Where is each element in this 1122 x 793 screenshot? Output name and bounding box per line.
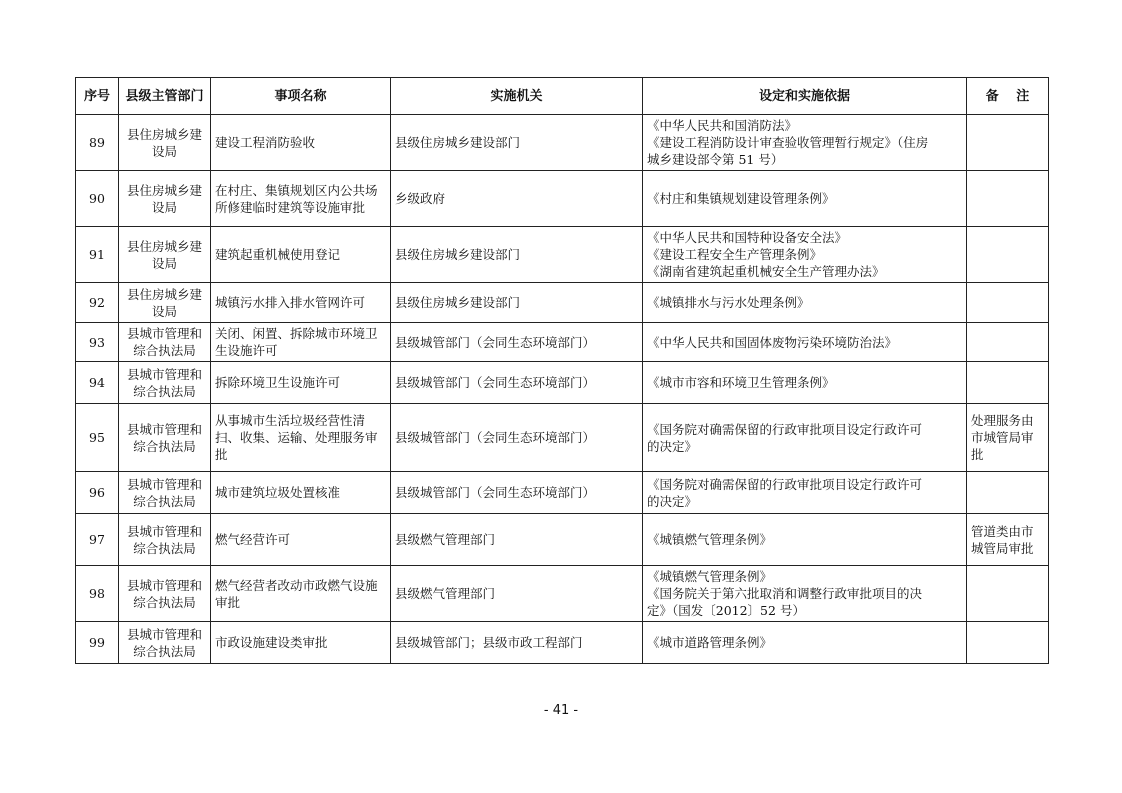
row-remarks	[967, 227, 1049, 283]
legal-basis-line: 《城镇燃气管理条例》	[647, 532, 773, 547]
legal-basis-line: 城乡建设部令第 51 号）	[647, 152, 784, 167]
table-row	[76, 566, 1049, 622]
legal-basis-line: 定》（国发〔2012〕52 号）	[647, 603, 805, 618]
row-serial-number: 99	[76, 622, 119, 664]
row-county-department: 县城市管理和综合执法局	[119, 404, 211, 472]
row-remarks	[967, 115, 1049, 171]
row-implementing-agency: 县级城管部门（会同生态环境部门）	[391, 472, 643, 514]
row-county-department: 县城市管理和综合执法局	[119, 622, 211, 664]
row-remarks	[967, 362, 1049, 404]
row-implementing-agency: 县级城管部门（会同生态环境部门）	[391, 323, 643, 362]
legal-basis-line: 《城镇排水与污水处理条例》	[647, 295, 810, 310]
row-county-department: 县城市管理和综合执法局	[119, 514, 211, 566]
row-item-name: 市政设施建设类审批	[211, 622, 391, 664]
row-remarks	[967, 622, 1049, 664]
row-legal-basis	[643, 566, 967, 622]
row-serial-number: 94	[76, 362, 119, 404]
row-county-department: 县住房城乡建设局	[119, 115, 211, 171]
row-serial-number: 97	[76, 514, 119, 566]
row-county-department: 县住房城乡建设局	[119, 227, 211, 283]
row-item-name: 关闭、闲置、拆除城市环境卫生设施许可	[211, 323, 391, 362]
row-serial-number: 98	[76, 566, 119, 622]
table-row	[76, 622, 1049, 664]
row-county-department: 县住房城乡建设局	[119, 283, 211, 323]
row-county-department: 县城市管理和综合执法局	[119, 566, 211, 622]
table-row	[76, 514, 1049, 566]
row-legal-basis	[643, 622, 967, 664]
row-implementing-agency: 乡级政府	[391, 171, 643, 227]
row-implementing-agency: 县级城管部门；县级市政工程部门	[391, 622, 643, 664]
legal-basis-line: 《中华人民共和国固体废物污染环境防治法》	[647, 334, 898, 350]
row-serial-number: 95	[76, 404, 119, 472]
row-legal-basis	[643, 514, 967, 566]
row-item-name: 在村庄、集镇规划区内公共场所修建临时建筑等设施审批	[211, 171, 391, 227]
table-row	[76, 115, 1049, 171]
table-header-row	[76, 78, 1049, 115]
row-remarks: 管道类由市城管局审批	[967, 514, 1049, 566]
legal-basis-line: 《国务院对确需保留的行政审批项目设定行政许可	[647, 476, 923, 492]
row-item-name: 城镇污水排入排水管网许可	[211, 283, 391, 323]
row-implementing-agency: 县级住房城乡建设部门	[391, 283, 643, 323]
row-legal-basis	[643, 227, 967, 283]
table-row	[76, 362, 1049, 404]
row-remarks: 处理服务由市城管局审批	[967, 404, 1049, 472]
row-remarks	[967, 472, 1049, 514]
row-item-name: 建设工程消防验收	[211, 115, 391, 171]
row-serial-number: 90	[76, 171, 119, 227]
legal-basis-line: 的决定》	[647, 493, 698, 509]
row-legal-basis	[643, 171, 967, 227]
table-row	[76, 472, 1049, 514]
row-county-department: 县城市管理和综合执法局	[119, 323, 211, 362]
legal-basis-line: 《村庄和集镇规划建设管理条例》	[647, 191, 835, 206]
legal-basis-line: 的决定》	[647, 438, 698, 454]
table-row	[76, 404, 1049, 472]
row-item-name: 燃气经营者改动市政燃气设施审批	[211, 566, 391, 622]
row-legal-basis	[643, 115, 967, 171]
legal-basis-line: 《城市道路管理条例》	[647, 635, 773, 650]
legal-basis-line: 《国务院关于第六批取消和调整行政审批项目的决	[647, 586, 923, 601]
row-legal-basis	[643, 404, 967, 472]
row-item-name: 从事城市生活垃圾经营性清扫、收集、运输、处理服务审批	[211, 404, 391, 472]
row-legal-basis	[643, 472, 967, 514]
page-number: - 41 -	[543, 703, 579, 718]
row-serial-number: 93	[76, 323, 119, 362]
row-implementing-agency: 县级住房城乡建设部门	[391, 227, 643, 283]
row-remarks	[967, 283, 1049, 323]
table-row	[76, 171, 1049, 227]
legal-basis-line: 《中华人民共和国特种设备安全法》	[647, 230, 848, 245]
table-row	[76, 323, 1049, 362]
row-item-name: 建筑起重机械使用登记	[211, 227, 391, 283]
header-remarks: 备 注	[967, 78, 1049, 115]
legal-basis-line: 《城镇燃气管理条例》	[647, 569, 773, 584]
row-implementing-agency: 县级燃气管理部门	[391, 514, 643, 566]
row-serial-number: 89	[76, 115, 119, 171]
header-legal-basis: 设定和实施依据	[643, 78, 967, 115]
row-legal-basis	[643, 283, 967, 323]
row-item-name: 城市建筑垃圾处置核准	[211, 472, 391, 514]
table-body	[76, 115, 1049, 664]
row-item-name: 拆除环境卫生设施许可	[211, 362, 391, 404]
legal-basis-line: 《建设工程安全生产管理条例》	[647, 247, 823, 262]
legal-basis-line: 《湖南省建筑起重机械安全生产管理办法》	[647, 264, 885, 279]
row-remarks	[967, 323, 1049, 362]
row-serial-number: 91	[76, 227, 119, 283]
row-implementing-agency: 县级燃气管理部门	[391, 566, 643, 622]
legal-basis-line: 《中华人民共和国消防法》	[647, 118, 798, 133]
row-county-department: 县城市管理和综合执法局	[119, 472, 211, 514]
legal-basis-line: 《国务院对确需保留的行政审批项目设定行政许可	[647, 421, 923, 437]
header-serial-number: 序号	[76, 78, 119, 115]
row-county-department: 县城市管理和综合执法局	[119, 362, 211, 404]
table-row	[76, 283, 1049, 323]
header-county-department: 县级主管部门	[119, 78, 211, 115]
row-remarks	[967, 566, 1049, 622]
row-remarks	[967, 171, 1049, 227]
row-serial-number: 96	[76, 472, 119, 514]
row-implementing-agency: 县级城管部门（会同生态环境部门）	[391, 362, 643, 404]
row-legal-basis	[643, 362, 967, 404]
legal-basis-line: 《城市市容和环境卫生管理条例》	[647, 375, 835, 390]
header-item-name: 事项名称	[211, 78, 391, 115]
table-row	[76, 227, 1049, 283]
header-implementing-agency: 实施机关	[391, 78, 643, 115]
row-legal-basis	[643, 323, 967, 362]
row-implementing-agency: 县级城管部门（会同生态环境部门）	[391, 404, 643, 472]
row-implementing-agency: 县级住房城乡建设部门	[391, 115, 643, 171]
row-item-name: 燃气经营许可	[211, 514, 391, 566]
legal-basis-line: 《建设工程消防设计审查验收管理暂行规定》（住房	[647, 135, 929, 150]
row-serial-number: 92	[76, 283, 119, 323]
row-county-department: 县住房城乡建设局	[119, 171, 211, 227]
approval-items-table	[75, 77, 1049, 664]
